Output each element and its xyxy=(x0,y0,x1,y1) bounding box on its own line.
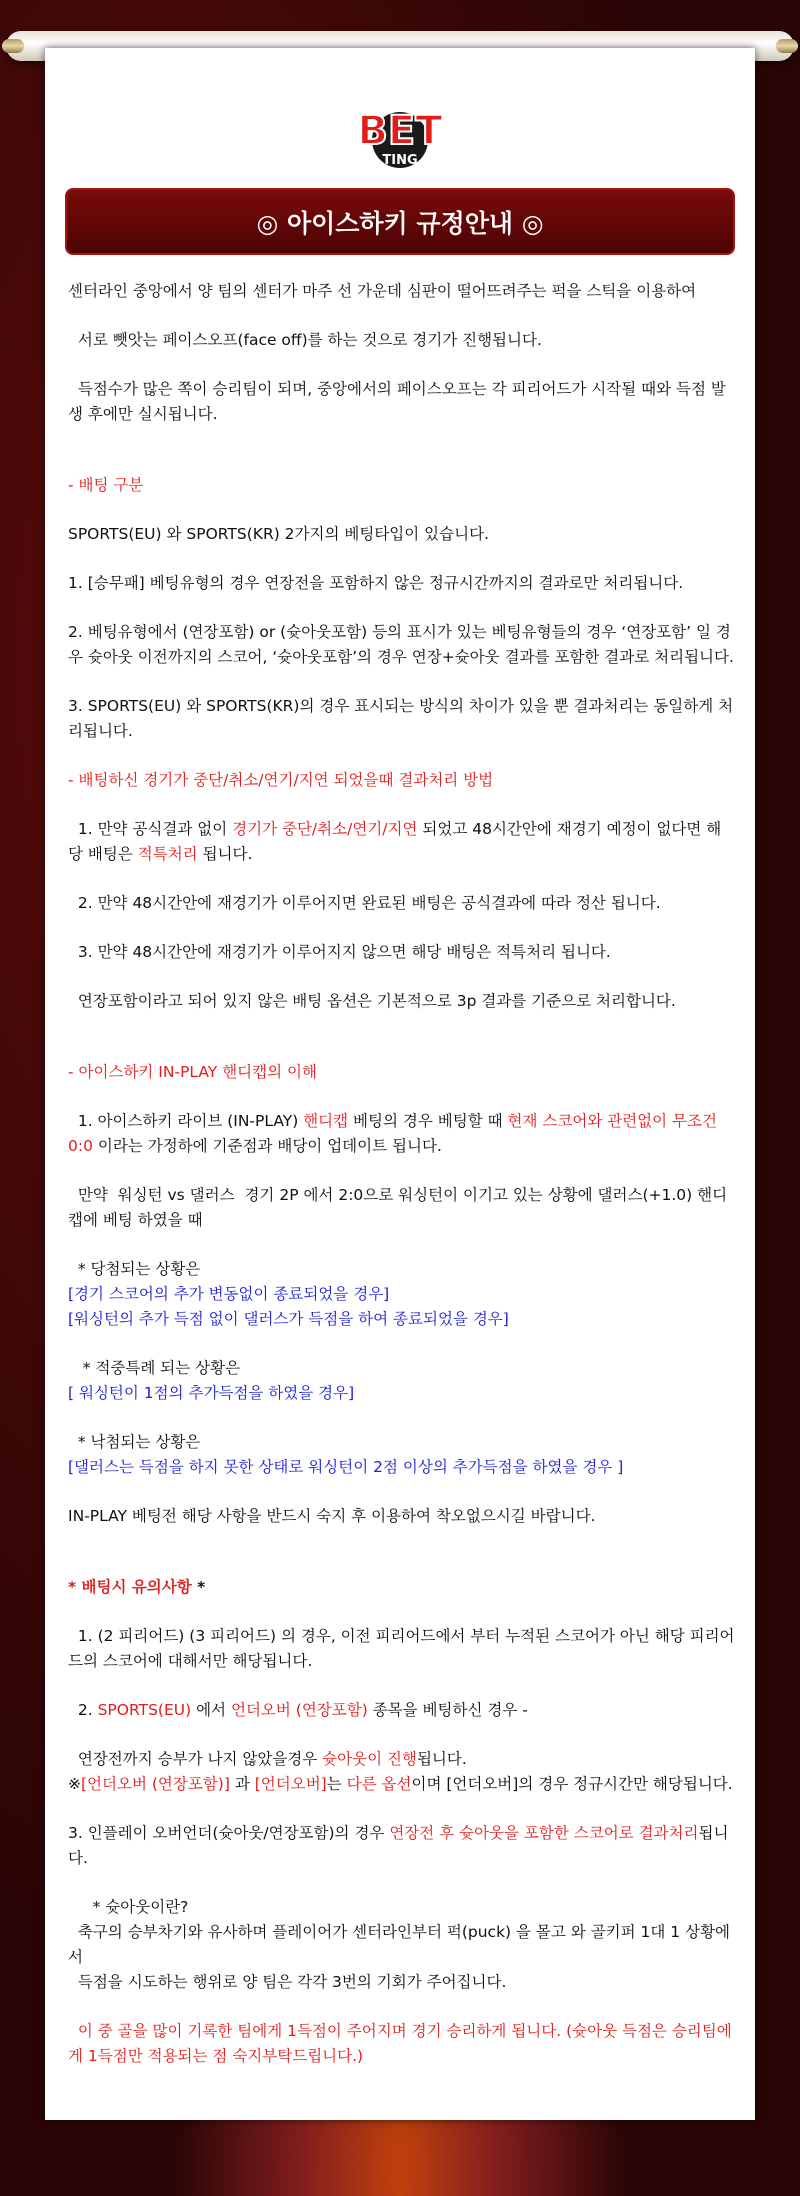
bet-logo xyxy=(325,104,475,170)
cancel-item: 3. 만약 48시간안에 재경기가 이루어지지 않으면 해당 배팅은 적특처리 됩니다. xyxy=(68,943,611,961)
win-line: [워싱턴의 추가 득점 없이 댈러스가 득점을 하여 종료되었을 경우] xyxy=(68,1310,509,1328)
logo-main: BET xyxy=(357,108,443,154)
rules-content xyxy=(68,279,736,2069)
section-cancel-heading: - 배팅하신 경기가 중단/취소/연기/지연 되었을때 결과처리 방법 xyxy=(68,771,494,789)
betting-type-item: 1. [승무패] 베팅유형의 경우 연장전을 포함하지 않은 정규시간까지의 결과로만 처리됩니다. xyxy=(68,574,684,592)
shootout-label: * 슛아웃이란? xyxy=(68,1898,189,1916)
win-line: [경기 스코어의 추가 변동없이 종료되었을 경우] xyxy=(68,1285,390,1303)
page-title: ◎ 아이스하키 규정안내 ◎ xyxy=(65,188,735,255)
cancel-item-1: 1. 만약 공식결과 없이 경기가 중단/취소/연기/지연 되었고 48시간안에 재경기 예정이 없다면 해당 배팅은 적특처리 됩니다. xyxy=(68,820,722,863)
inplay-item-1: 1. 아이스하키 라이브 (IN-PLAY) 핸디캡 베팅의 경우 베팅할 때 현재 스코어와 관련없이 무조건 0:0 이라는 가정하에 기준점과 배당이 업데이트 됩니다. xyxy=(68,1112,722,1155)
section-inplay-heading: - 아이스하키 IN-PLAY 핸디캡의 이해 xyxy=(68,1063,317,1081)
caution-item-3: 3. 인플레이 오버언더(슛아웃/연장포함)의 경우 연장전 후 슛아웃을 포함한 스코어로 결과처리됩니다. xyxy=(68,1824,729,1867)
betting-type-item: 3. SPORTS(EU) 와 SPORTS(KR)의 경우 표시되는 방식의 차이가 있을 뿐 결과처리는 동일하게 처리됩니다. xyxy=(68,697,734,740)
section-caution-heading: * 배팅시 유의사항 * xyxy=(68,1578,206,1596)
logo-sub: TING xyxy=(382,153,418,168)
intro-2: 서로 뺏앗는 페이스오프(face off)를 하는 것으로 경기가 진행됩니다. xyxy=(68,331,542,349)
intro-3: 득점수가 많은 쪽이 승리팀이 되며, 중앙에서의 페이스오프는 각 피리어드가 시작될 때와 득점 발생 후에만 실시됩니다. xyxy=(68,380,726,423)
inplay-example: 만약 워싱턴 vs 댈러스 경기 2P 에서 2:0으로 워싱턴이 이기고 있는 상황에 댈러스(+1.0) 핸디캡에 베팅 하였을 때 xyxy=(68,1186,728,1229)
betting-type-item: SPORTS(EU) 와 SPORTS(KR) 2가지의 베팅타입이 있습니다. xyxy=(68,525,490,543)
caution-item-2-line-1: 연장전까지 승부가 나지 않았을경우 슛아웃이 진행됩니다. xyxy=(68,1750,467,1768)
caution-item-1: 1. (2 피리어드) (3 피리어드) 의 경우, 이전 피리어드에서 부터 누적된 스코어가 아닌 해당 피리어드의 스코어에 대해서만 해당됩니다. xyxy=(68,1627,735,1670)
intro-1: 센터라인 중앙에서 양 팀의 센터가 마주 선 가운데 심판이 떨어뜨려주는 퍽을 스틱을 이용하여 xyxy=(68,282,697,300)
refund-label: * 적중특례 되는 상황은 xyxy=(68,1359,241,1377)
shootout-final: 이 중 골을 많이 기록한 팀에게 1득점이 주어지며 경기 승리하게 됩니다. (슛아웃 득점은 승리팀에게 1득점만 적용되는 점 숙지부탁드립니다.) xyxy=(68,2022,732,2065)
win-label: * 당첨되는 상황은 xyxy=(68,1260,201,1278)
lose-line: [댈러스는 득점을 하지 못한 상태로 워싱턴이 2점 이상의 추가득점을 하였을 경우 ] xyxy=(68,1458,624,1476)
shootout-text: 축구의 승부차기와 유사하며 플레이어가 센터라인부터 퍽(puck) 을 몰고 와 골키퍼 1대 1 상황에서 득점을 시도하는 행위로 양 팀은 각각 3번의 기회가 주어집니다. xyxy=(68,1923,731,1991)
caution-item-2: 2. SPORTS(EU) 에서 언더오버 (연장포함) 종목을 베팅하신 경우 - xyxy=(68,1701,528,1719)
section-betting-type-heading: - 배팅 구분 xyxy=(68,476,144,494)
betting-type-item: 2. 베팅유형에서 (연장포함) or (슛아웃포함) 등의 표시가 있는 베팅유형들의 경우 ‘연장포함’ 일 경우 슛아웃 이전까지의 스코어, ‘슛아웃포함’의 경우 연장+슛아웃 결과를 포함한 결과로 처리됩니다. xyxy=(68,623,734,666)
cancel-item: 2. 만약 48시간안에 재경기가 이루어지면 완료된 배팅은 공식결과에 따라 정산 됩니다. xyxy=(68,894,661,912)
cancel-item: 연장포함이라고 되어 있지 않은 배팅 옵션은 기본적으로 3p 결과를 기준으로 처리합니다. xyxy=(68,992,676,1010)
refund-line: [ 워싱턴이 1점의 추가득점을 하였을 경우] xyxy=(68,1384,355,1402)
inplay-notice: IN-PLAY 베팅전 해당 사항을 반드시 숙지 후 이용하여 착오없으시길 바랍니다. xyxy=(68,1507,596,1525)
caution-item-2-line-2: ※[언더오버 (연장포함)] 과 [언더오버]는 다른 옵션이며 [언더오버]의 경우 정규시간만 해당됩니다. xyxy=(68,1775,733,1793)
lose-label: * 낙첨되는 상황은 xyxy=(68,1433,201,1451)
